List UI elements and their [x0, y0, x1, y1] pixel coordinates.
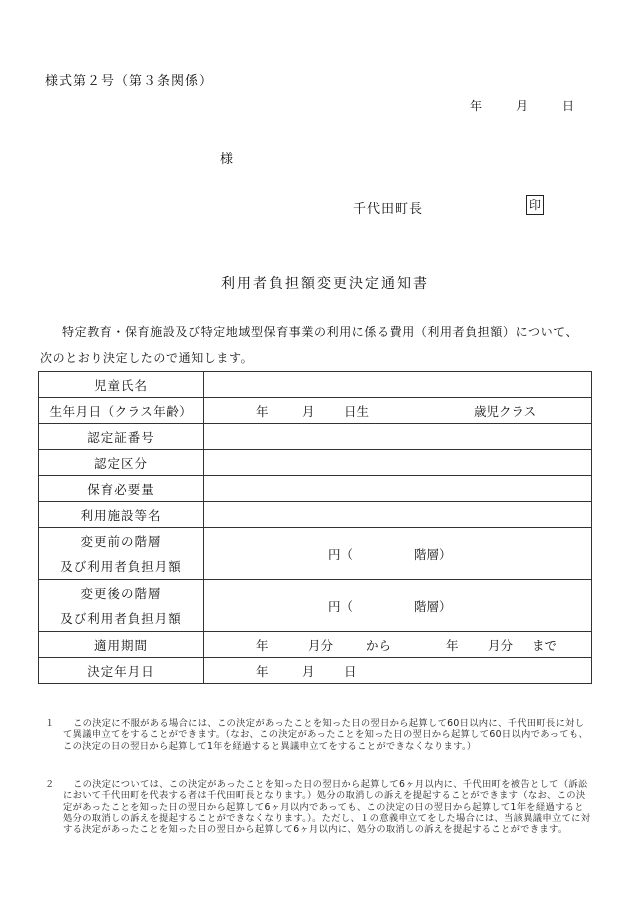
before-yen-label: 円（	[328, 546, 354, 562]
table-row	[39, 476, 592, 502]
after-tier-unit: 階層）	[414, 598, 452, 614]
addressee-suffix: 様	[220, 152, 234, 167]
cert-number-value	[204, 424, 592, 450]
after-yen-label: 円（	[328, 598, 354, 614]
decision-day-label: 日	[344, 663, 357, 679]
document-title: 利用者負担額変更決定通知書	[221, 276, 429, 292]
after-tier-label-line2: 及び利用者負担月額	[60, 610, 182, 626]
appeal-note	[45, 718, 593, 752]
age-class-label: 歳児クラス	[474, 403, 537, 419]
decision-table	[38, 371, 592, 684]
before-tier-value	[204, 528, 592, 580]
birth-year-label: 年	[256, 403, 269, 419]
cert-category-value	[204, 450, 592, 476]
table-row	[39, 502, 592, 528]
issuer-name: 千代田町長	[353, 202, 424, 217]
period-until-label: まで	[532, 637, 558, 653]
before-tier-unit: 階層）	[414, 546, 452, 562]
after-tier-value	[204, 580, 592, 632]
child-name-value	[204, 372, 592, 398]
decision-year-label: 年	[256, 663, 269, 679]
after-tier-label-line1: 変更後の階層	[80, 585, 162, 601]
birth-day-label: 日生	[344, 403, 370, 419]
date-year-label: 年	[470, 99, 483, 113]
period-start-month: 月分	[308, 637, 334, 653]
birth-date-value	[204, 398, 592, 424]
cert-category-label: 認定区分	[39, 450, 204, 476]
period-end-month: 月分	[488, 637, 514, 653]
care-amount-value	[204, 476, 592, 502]
table-row	[39, 632, 592, 658]
care-amount-label: 保育必要量	[39, 476, 204, 502]
period-value	[204, 632, 592, 658]
note-text: この決定については、この決定があったことを知った日の翌日から起算して6ヶ月以内に、千代田町を被告として（訴訟において千代田町を代表する者は千代田町長となります。）処分の取消しの訴えを提起することができます（なお、この決定があったことを知った日の翌日から起算して6ヶ月以内であっても、この決定の日の翌日から起算して1年を経過すると処分の取消しの訴えを提起することができなくなります。）。ただし、１の意義申立てをした場合には、当該異議申立てに対する決定があったことを知った日の翌日から起算して6ヶ月以内に、処分の取消しの訴えを提起することができます。	[63, 779, 591, 836]
table-row	[39, 580, 592, 632]
table-row	[39, 398, 592, 424]
date-month-label: 月	[516, 99, 529, 113]
date-day-label: 日	[562, 99, 575, 113]
table-row	[39, 372, 592, 398]
form-number: 様式第２号（第３条関係）	[45, 74, 214, 89]
note-number: ２	[45, 779, 55, 790]
seal-mark: 印	[526, 195, 544, 215]
birth-month-label: 月	[302, 403, 315, 419]
facility-value	[204, 502, 592, 528]
period-label: 適用期間	[39, 632, 204, 658]
after-tier-label	[39, 580, 204, 632]
intro-line-2: 次のとおり決定したので通知します。	[40, 351, 254, 365]
table-row	[39, 658, 592, 684]
facility-label: 利用施設等名	[39, 502, 204, 528]
note-number: １	[45, 718, 55, 729]
before-tier-label-line2: 及び利用者負担月額	[60, 558, 182, 574]
period-from-label: から	[366, 637, 392, 653]
decision-date-value	[204, 658, 592, 684]
decision-month-label: 月	[302, 663, 315, 679]
cert-number-label: 認定証番号	[39, 424, 204, 450]
before-tier-label	[39, 528, 204, 580]
table-row	[39, 424, 592, 450]
table-row	[39, 450, 592, 476]
before-tier-label-line1: 変更前の階層	[80, 533, 162, 549]
birth-date-label: 生年月日（クラス年齢）	[39, 398, 204, 424]
decision-date-label: 決定年月日	[39, 658, 204, 684]
child-name-label: 児童氏名	[39, 372, 204, 398]
intro-line-1: 特定教育・保育施設及び特定地域型保育事業の利用に係る費用（利用者負担額）について、	[62, 325, 579, 339]
period-start-year: 年	[256, 637, 269, 653]
lawsuit-note	[45, 779, 593, 835]
note-text: この決定に不服がある場合には、この決定があったことを知った日の翌日から起算して60日以内に、千代田町長に対して異議申立てをすることができます。（なお、この決定があったことを知った日の翌日から起算して60日以内であっても、この決定の日の翌日から起算して1年を経過すると異議申立てをすることができなくなります。）	[63, 718, 589, 752]
period-end-year: 年	[446, 637, 459, 653]
table-row	[39, 528, 592, 580]
